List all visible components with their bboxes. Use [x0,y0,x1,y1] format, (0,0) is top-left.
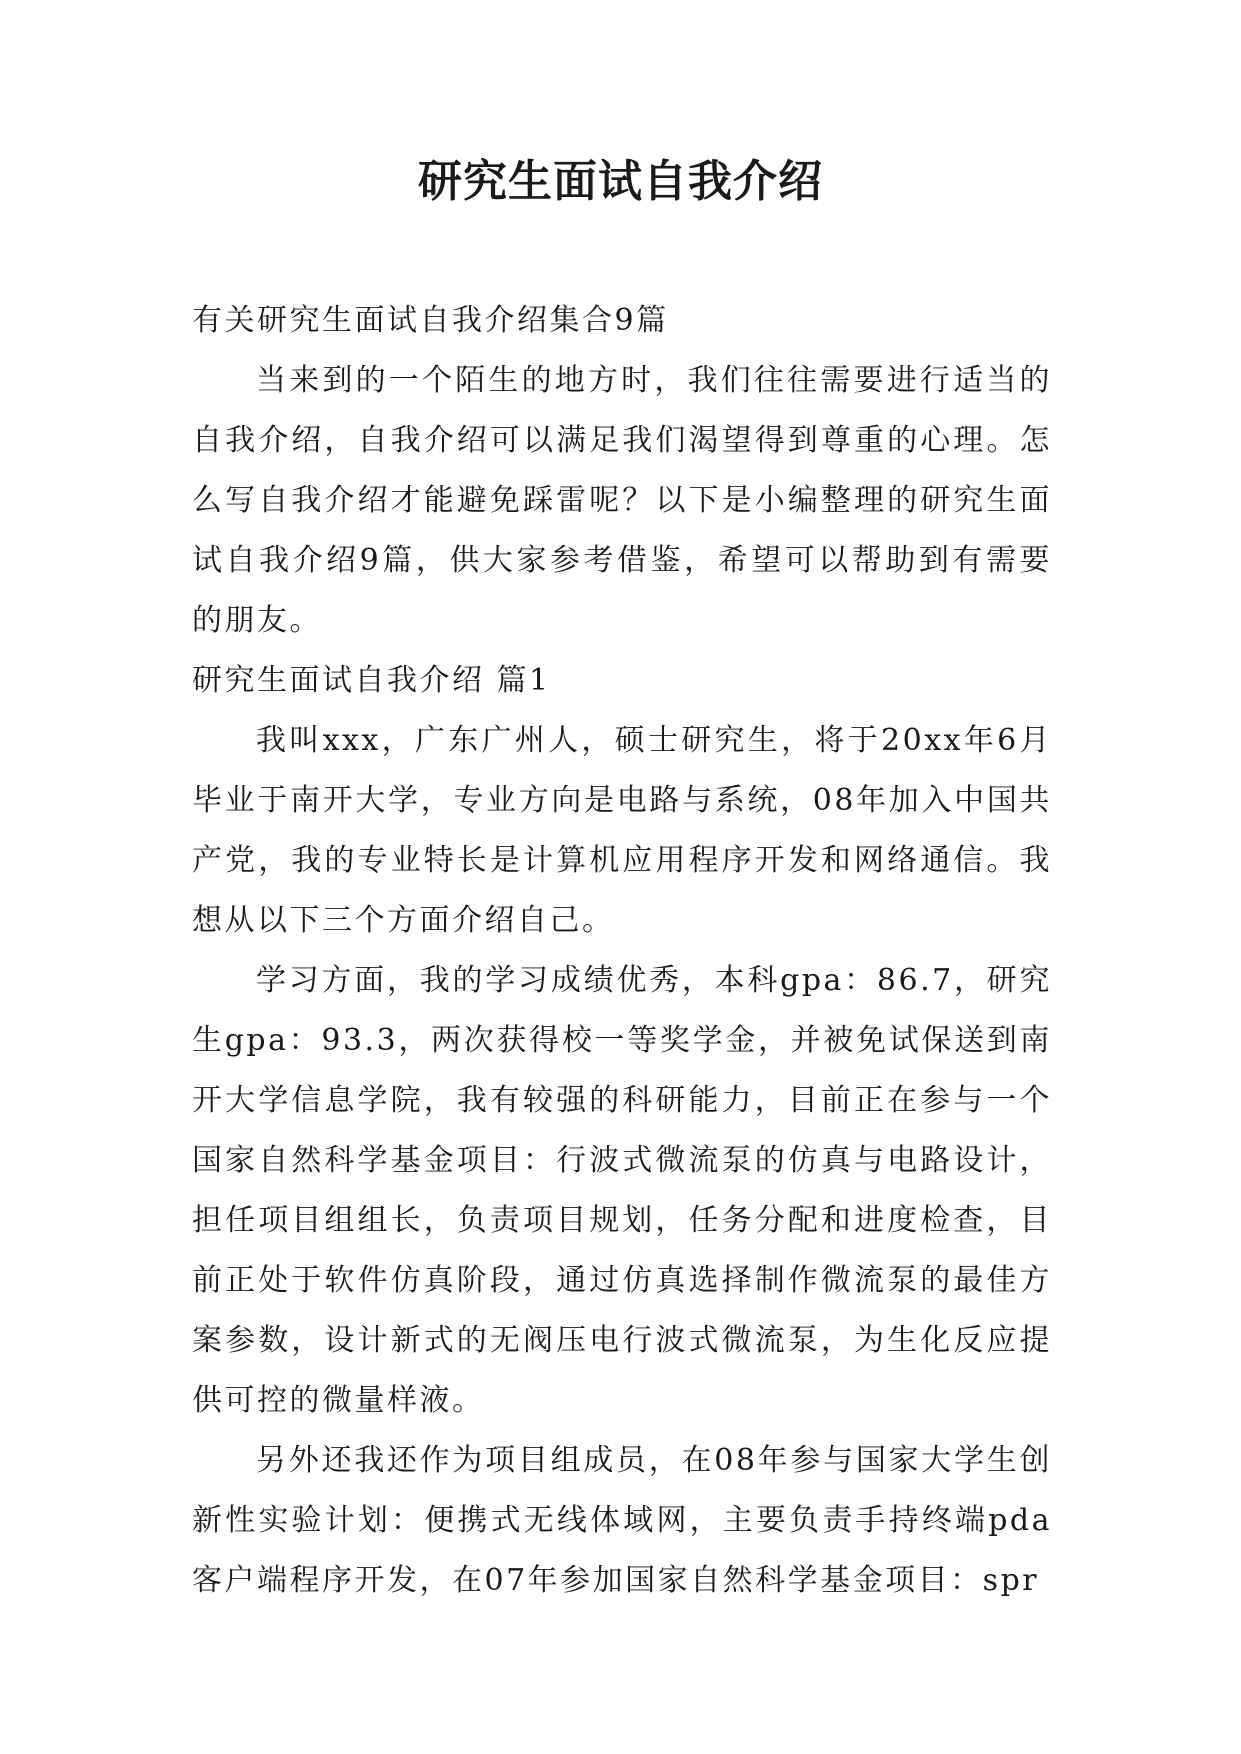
body-paragraph: 学习方面，我的学习成绩优秀，本科gpa：86.7，研究生gpa：93.3，两次获得校一等奖学金，并被免试保送到南开大学信息学院，我有较强的科研能力，目前正在参与一个国家自然科学基金项目：行波式微流泵的仿真与电路设计，担任项目组组长，负责项目规划，任务分配和进度检查，目前正处于软件仿真阶段，通过仿真选择制作微流泵的最佳方案参数，设计新式的无阀压电行波式微流泵，为生化反应提供可控的微量样液。 [192,963,1052,1418]
body-paragraph: 另外还我还作为项目组成员，在08年参与国家大学生创新性实验计划：便携式无线体域网，主要负责手持终端pda客户端程序开发，在07年参加国家自然科学基金项目：spr [192,1443,1052,1598]
document-body [192,291,1052,1611]
body-paragraph: 我叫xxx，广东广州人，硕士研究生，将于20xx年6月毕业于南开大学，专业方向是电路与系统，08年加入中国共产党，我的专业特长是计算机应用程序开发和网络通信。我想从以下三个方面介绍自己。 [192,723,1052,938]
document-subtitle: 有关研究生面试自我介绍集合9篇 [192,303,669,338]
intro-paragraph: 当来到的一个陌生的地方时，我们往往需要进行适当的自我介绍，自我介绍可以满足我们渴望得到尊重的心理。怎么写自我介绍才能避免踩雷呢？以下是小编整理的研究生面试自我介绍9篇，供大家参考借鉴，希望可以帮助到有需要的朋友。 [192,363,1052,638]
section-heading: 研究生面试自我介绍 篇1 [192,663,551,698]
document-title: 研究生面试自我介绍 [418,156,823,207]
